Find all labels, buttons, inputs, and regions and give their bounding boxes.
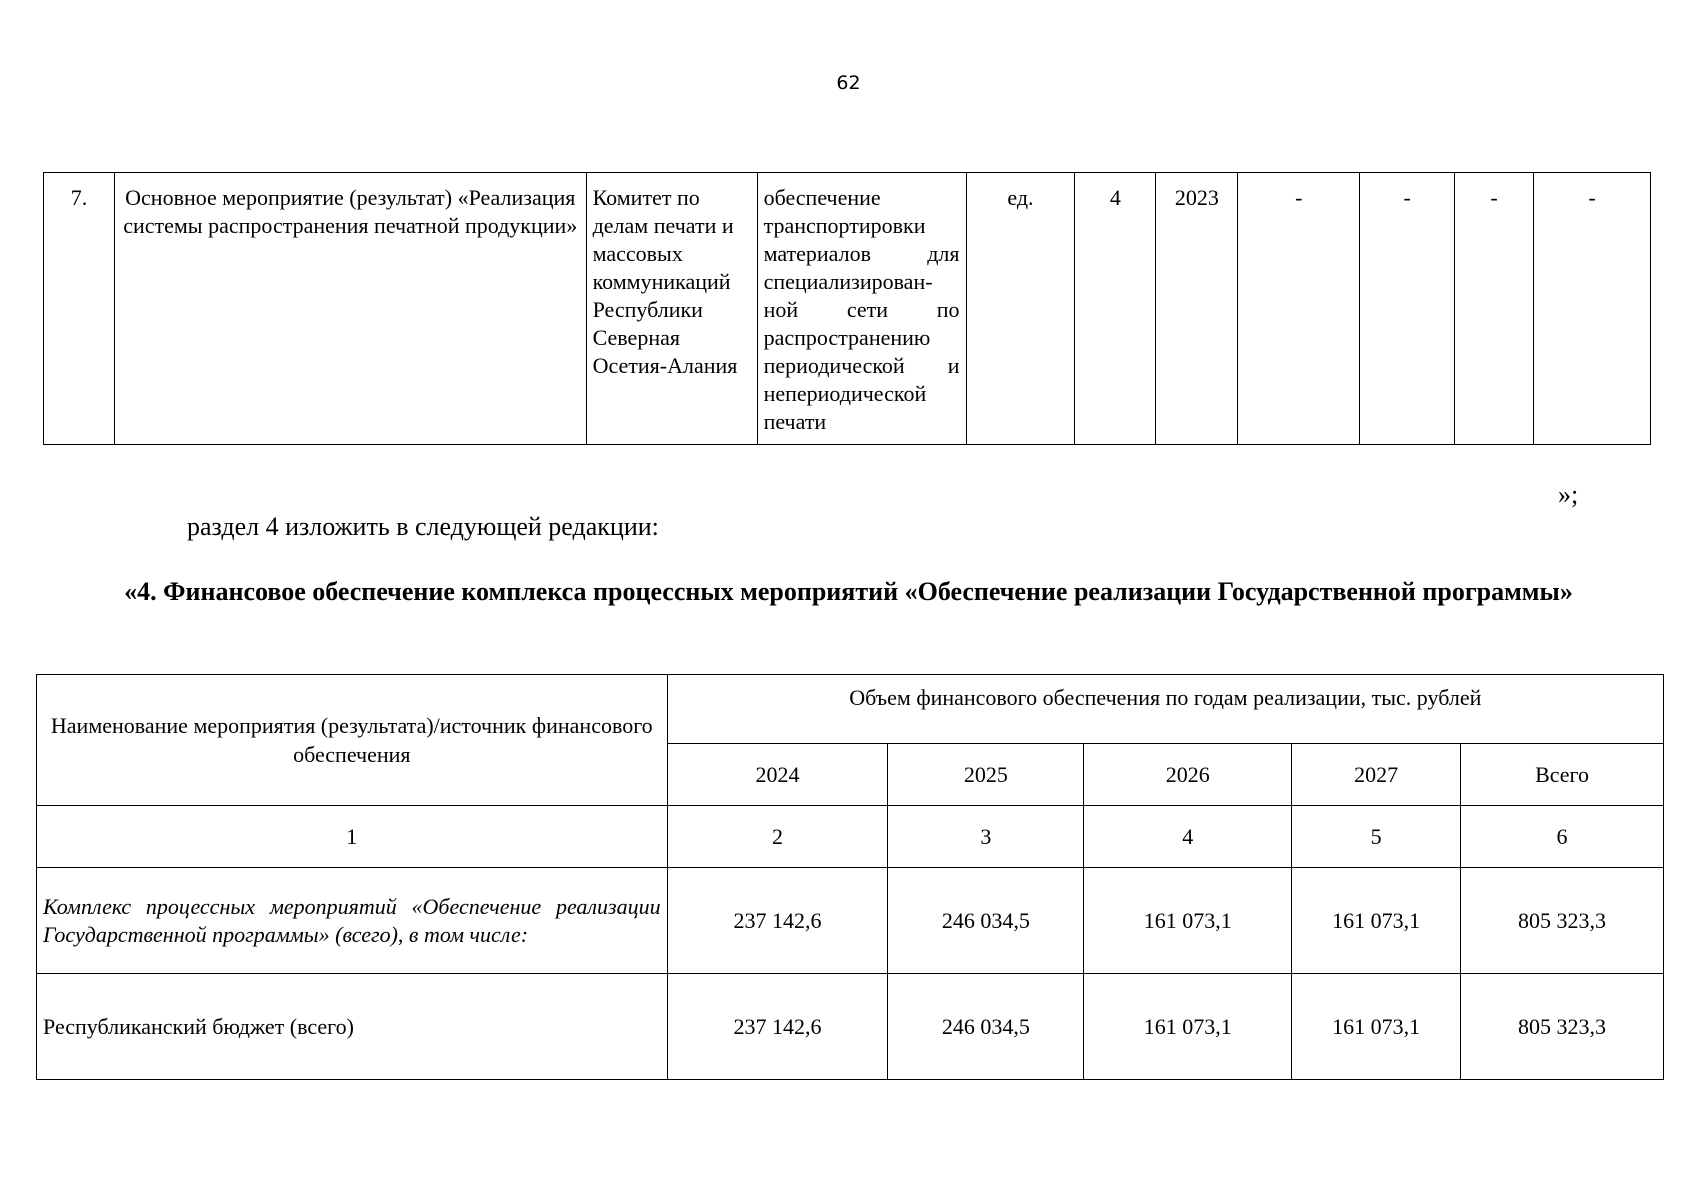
value-cell: 161 073,1 xyxy=(1292,974,1461,1080)
dash-cell: - xyxy=(1534,173,1651,445)
financing-table xyxy=(36,674,1664,1080)
year-header: 2027 xyxy=(1292,744,1461,806)
column-numbers-row xyxy=(37,806,1664,868)
value-cell: 246 034,5 xyxy=(888,868,1084,974)
dash-cell: - xyxy=(1455,173,1534,445)
value: 4 xyxy=(1075,173,1156,445)
column-number: 4 xyxy=(1084,806,1292,868)
table-row xyxy=(37,974,1664,1080)
total-header: Всего xyxy=(1461,744,1664,806)
table-row xyxy=(37,868,1664,974)
value-cell: 161 073,1 xyxy=(1084,868,1292,974)
dash-cell: - xyxy=(1360,173,1455,445)
unit: ед. xyxy=(966,173,1075,445)
row-name: Республиканский бюджет (всего) xyxy=(37,974,668,1080)
closing-quote: »; xyxy=(1558,480,1579,509)
year-header: 2025 xyxy=(888,744,1084,806)
value-cell: 237 142,6 xyxy=(667,974,888,1080)
instruction-text: раздел 4 изложить в следующей редакции: xyxy=(187,512,659,541)
activity-name: Основное мероприятие (результат) «Реализация системы распространения печатной продукции» xyxy=(114,173,586,445)
header-row xyxy=(37,675,1664,744)
column-number: 2 xyxy=(667,806,888,868)
section-title: «4. Финансовое обеспечение комплекса процессных мероприятий «Обеспечение реализации Государственной программы» xyxy=(124,577,1573,606)
executor: Комитет по делам печати и массовых коммуникаций Республики Северная Осетия-Алания xyxy=(586,173,757,445)
year: 2023 xyxy=(1156,173,1238,445)
year-header: 2026 xyxy=(1084,744,1292,806)
column-number: 3 xyxy=(888,806,1084,868)
year-header: 2024 xyxy=(667,744,888,806)
column-number: 6 xyxy=(1461,806,1664,868)
header-volume: Объем финансового обеспечения по годам реализации, тыс. рублей xyxy=(667,675,1663,744)
value-cell: 161 073,1 xyxy=(1084,974,1292,1080)
row-number: 7. xyxy=(44,173,115,445)
header-name: Наименование мероприятия (результата)/источник финансового обеспечения xyxy=(37,675,668,806)
dash-cell: - xyxy=(1238,173,1360,445)
column-number: 1 xyxy=(37,806,668,868)
description: обеспечение транспортировки материалов для специализирован-ной сети по распространению периодической и непериодической печати xyxy=(757,173,966,445)
page-number: 62 xyxy=(836,72,861,94)
value-cell: 805 323,3 xyxy=(1461,868,1664,974)
value-cell: 805 323,3 xyxy=(1461,974,1664,1080)
table-row xyxy=(44,173,1651,445)
value-cell: 161 073,1 xyxy=(1292,868,1461,974)
value-cell: 246 034,5 xyxy=(888,974,1084,1080)
value-cell: 237 142,6 xyxy=(667,868,888,974)
column-number: 5 xyxy=(1292,806,1461,868)
row-name: Комплекс процессных мероприятий «Обеспечение реализации Государственной программы» (всего), в том числе: xyxy=(37,868,668,974)
activity-table xyxy=(43,172,1651,445)
